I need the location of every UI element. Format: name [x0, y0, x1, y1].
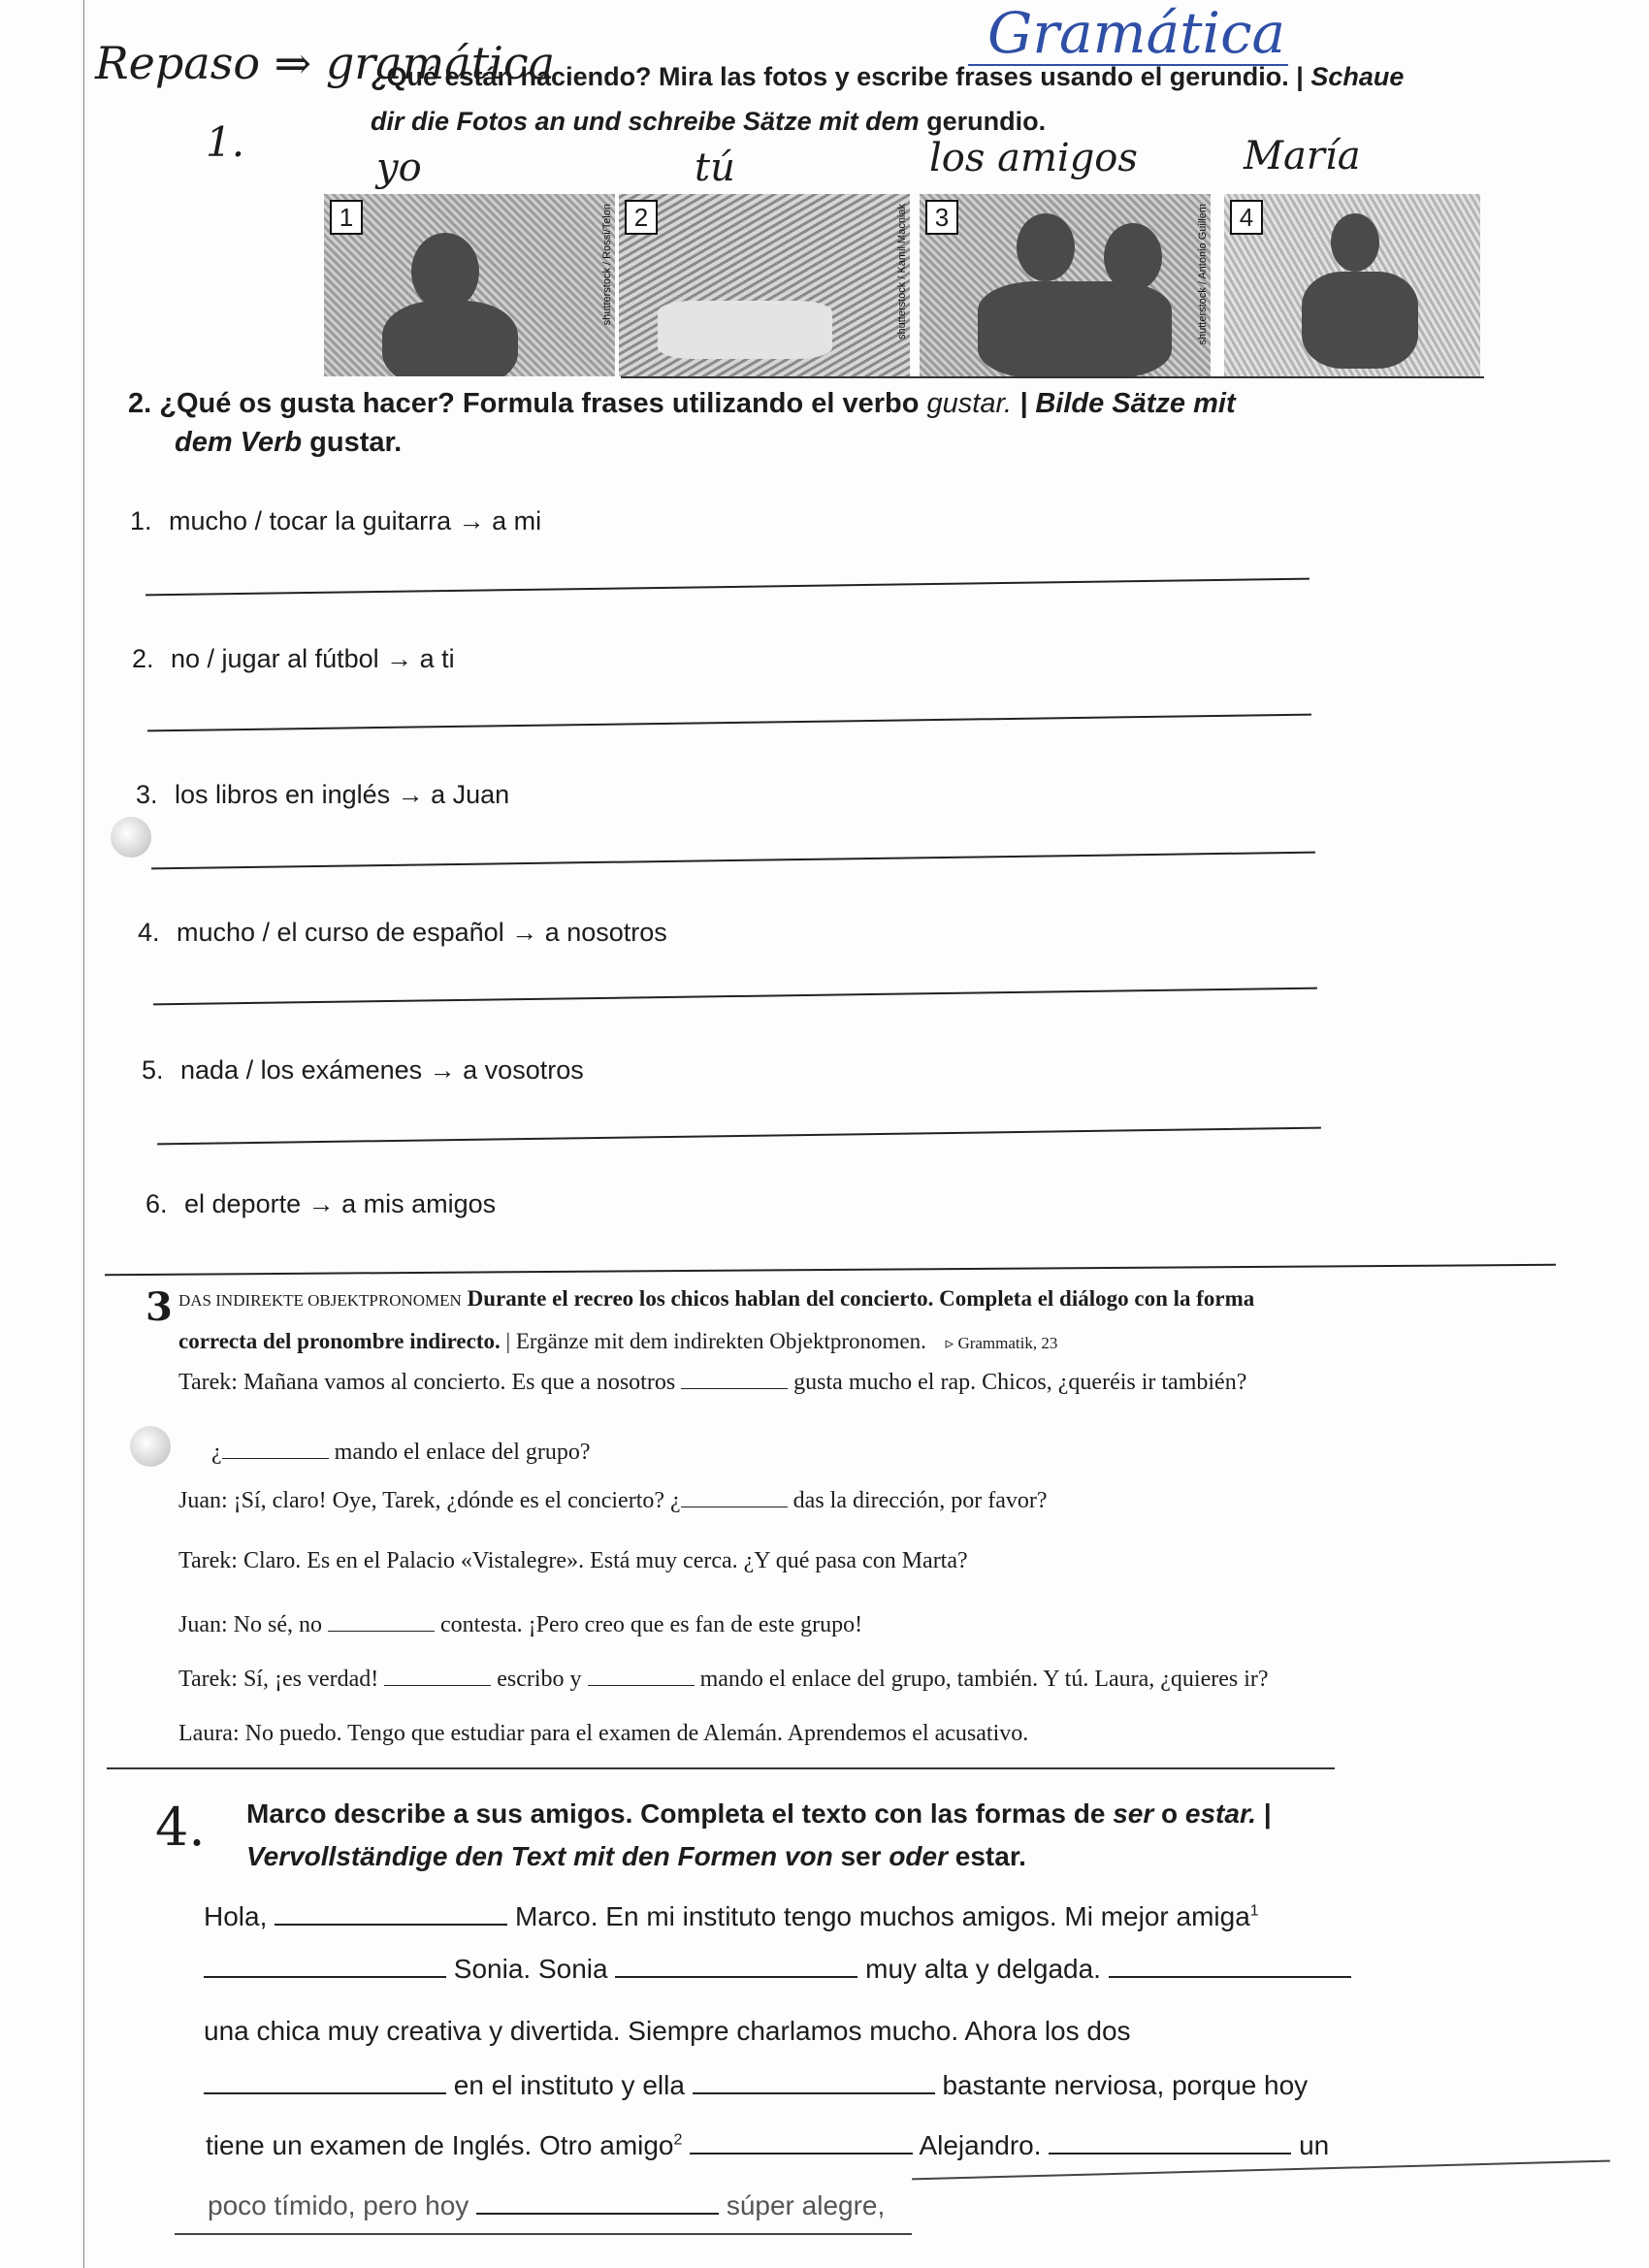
ex1-instruction	[371, 62, 1404, 92]
blank-field[interactable]	[204, 2092, 446, 2094]
photo-credit: shutterstock / Rossi/Telon	[601, 204, 613, 326]
answer-line[interactable]	[153, 988, 1317, 1006]
ex4-text: Sonia. Sonia	[453, 1954, 608, 1984]
answer-line[interactable]	[105, 1264, 1556, 1276]
photo-baseline	[621, 376, 1484, 378]
ex4-text-line	[204, 1901, 1259, 1932]
ex2-instruction-de: | Bilde Sätze mit	[1019, 388, 1236, 419]
dialog-text: Juan: No sé, no	[178, 1612, 322, 1637]
ex4-instruction-de-estar: estar.	[954, 1841, 1026, 1871]
dialog-text: Tarek: Mañana vamos al concierto. Es que a nosotros	[178, 1370, 676, 1395]
photo-number: 2	[625, 200, 658, 235]
ex3-number: 3	[146, 1284, 173, 1330]
dialog-text: ¿	[211, 1440, 222, 1465]
item-text: no / jugar al fútbol → a ti	[171, 644, 455, 673]
ex2-instruction-verb: gustar.	[926, 388, 1013, 419]
ex4-text-line	[204, 1954, 1351, 1985]
ex4-text-line	[206, 2130, 1329, 2161]
ex2-instruction-de3: gustar.	[309, 427, 403, 458]
ex2-item	[130, 506, 541, 536]
photo-1	[324, 194, 615, 376]
cut-edge-line	[912, 2160, 1610, 2181]
person-figure	[411, 233, 479, 310]
handwritten-top-title: Gramática	[987, 0, 1286, 66]
ex4-instruction-de-ser: ser	[840, 1841, 882, 1871]
ex4-text-line	[208, 2190, 885, 2221]
photo-label-maria: María	[1244, 134, 1361, 178]
ex4-instruction-bar: |	[1263, 1798, 1272, 1829]
ex1-instruction-de-b: dir die Fotos an und schreibe Sätze mit dem	[371, 107, 920, 136]
ex2-instruction-de2: dem Verb	[175, 427, 303, 458]
ex1-number: 1.	[206, 118, 245, 166]
ex4-instruction-estar: estar.	[1184, 1798, 1257, 1829]
ex4-instruction-es: Marco describe a sus amigos. Completa el texto con las formas de	[246, 1798, 1106, 1829]
person-figure	[1302, 272, 1418, 369]
photo-label-tu: tú	[695, 146, 735, 190]
dialog-text: Juan: ¡Sí, claro! Oye, Tarek, ¿dónde es el concierto? ¿	[178, 1488, 681, 1513]
item-number: 1.	[130, 506, 152, 535]
answer-line[interactable]	[147, 714, 1311, 732]
dialog-text: Tarek: Sí, ¡es verdad!	[178, 1667, 379, 1692]
photo-number: 1	[330, 200, 363, 235]
footnote-mark: 1	[1249, 1902, 1259, 1920]
ex4-instruction-ser: ser	[1113, 1798, 1154, 1829]
blank-field[interactable]	[204, 1976, 446, 1978]
item-text: mucho / tocar la guitarra → a mi	[169, 506, 542, 535]
ex3-instruction	[178, 1279, 1381, 1364]
answer-line[interactable]	[146, 578, 1310, 597]
paper-figure	[658, 301, 832, 359]
ex2-item	[136, 780, 509, 810]
person-figure	[978, 281, 1172, 376]
ex4-text: poco tímido, pero hoy	[208, 2190, 469, 2220]
ex4-text: súper alegre,	[726, 2190, 886, 2220]
blank-field[interactable]	[693, 2092, 935, 2094]
blank-field[interactable]	[1109, 1976, 1351, 1978]
ex1-instruction-de-c: gerundio.	[926, 107, 1047, 136]
handwritten-title: Repaso ⇒ gramática	[95, 37, 556, 89]
dialog-line: Tarek: Claro. Es en el Palacio «Vistalegre». Está muy cerca. ¿Y qué pasa con Marta?	[178, 1548, 968, 1573]
ex2-instruction-es: ¿Qué os gusta hacer? Formula frases utilizando el verbo	[159, 388, 920, 419]
punch-hole	[130, 1426, 171, 1467]
ex3-instruction-es: Durante el recreo los chicos hablan del concierto. Completa el diálogo con la forma	[467, 1286, 1255, 1311]
person-figure	[1017, 213, 1075, 281]
person-figure	[382, 301, 518, 376]
item-number: 4.	[138, 918, 160, 947]
answer-line[interactable]	[151, 852, 1315, 870]
photo-number: 4	[1230, 200, 1263, 235]
ex4-text-line	[204, 2070, 1308, 2101]
ex2-instruction	[128, 384, 1321, 462]
dialog-line	[178, 1667, 1269, 1693]
ex2-item	[138, 918, 667, 948]
dialog-line	[178, 1488, 1048, 1514]
cut-edge-line	[175, 2233, 912, 2235]
item-text: nada / los exámenes → a vosotros	[180, 1055, 584, 1085]
person-figure	[1331, 213, 1379, 272]
blank-field[interactable]	[222, 1458, 329, 1459]
blank-field[interactable]	[1049, 2153, 1291, 2155]
item-text: el deporte → a mis amigos	[184, 1189, 497, 1218]
blank-field[interactable]	[690, 2153, 913, 2155]
ex1-instruction-line2	[371, 107, 1046, 137]
ex4-instruction-o: o	[1161, 1798, 1179, 1829]
dialog-text: escribo y	[497, 1667, 582, 1692]
ex4-text: bastante nerviosa, porque hoy	[942, 2070, 1309, 2100]
dialog-line	[211, 1440, 591, 1466]
blank-field[interactable]	[384, 1685, 491, 1686]
ex4-text: un	[1299, 2130, 1330, 2160]
ex4-text: Marco. En mi instituto tengo muchos amigos. Mi mejor amiga	[514, 1901, 1250, 1931]
photo-2	[619, 194, 910, 376]
ex4-instruction-de: Vervollständige den Text mit den Formen von	[246, 1841, 833, 1871]
photo-credit: shutterstock / Kamil Macniak	[896, 204, 908, 340]
photo-number: 3	[925, 200, 958, 235]
item-number: 3.	[136, 780, 158, 809]
dialog-text: mando el enlace del grupo, también. Y tú. Laura, ¿quieres ir?	[699, 1667, 1269, 1692]
ex4-text: tiene un examen de Inglés. Otro amigo	[206, 2130, 674, 2160]
ex1-instruction-de-a: Schaue	[1310, 62, 1405, 91]
dialog-text: das la dirección, por favor?	[792, 1488, 1048, 1513]
blank-field[interactable]	[328, 1631, 435, 1632]
ex4-text: en el instituto y ella	[453, 2070, 685, 2100]
blank-field[interactable]	[681, 1388, 788, 1389]
photo-label-yo: yo	[376, 146, 422, 190]
ex2-item	[142, 1055, 584, 1085]
item-text: mucho / el curso de español → a nosotros	[177, 918, 667, 947]
ex4-text: muy alta y delgada.	[865, 1954, 1101, 1984]
item-number: 6.	[146, 1189, 168, 1218]
answer-line[interactable]	[157, 1127, 1321, 1146]
punch-hole	[111, 817, 151, 858]
ex4-text-line: una chica muy creativa y divertida. Siempre charlamos mucho. Ahora los dos	[204, 2016, 1131, 2046]
ex3-instruction-es2: correcta del pronombre indirecto.	[178, 1329, 501, 1353]
dialog-line	[178, 1612, 862, 1638]
ex1-instruction-es: ¿Qué están haciendo? Mira las fotos y escribe frases usando el gerundio. |	[371, 62, 1304, 91]
blank-field[interactable]	[275, 1924, 507, 1926]
ex4-text: Alejandro.	[919, 2130, 1042, 2160]
photo-4	[1224, 194, 1480, 376]
page-edge-line	[83, 0, 84, 2268]
dialog-line: Laura: No puedo. Tengo que estudiar para el examen de Alemán. Aprendemos el acusativo.	[178, 1721, 1029, 1746]
dialog-text: contesta. ¡Pero creo que es fan de este grupo!	[439, 1612, 863, 1637]
blank-field[interactable]	[588, 1685, 695, 1686]
ex3-grammar-ref: ▹ Grammatik, 23	[945, 1334, 1058, 1352]
ex2-item	[132, 644, 455, 674]
item-number: 5.	[142, 1055, 164, 1085]
section-divider	[107, 1767, 1335, 1769]
photo-3	[920, 194, 1211, 376]
item-number: 2.	[132, 644, 154, 673]
photo-label-los-amigos: los amigos	[929, 136, 1138, 180]
ex3-tag: DAS INDIREKTE OBJEKTPRONOMEN	[178, 1291, 462, 1310]
ex3-instruction-de: | Ergänze mit dem indirekten Objektpronomen.	[505, 1329, 926, 1353]
blank-field[interactable]	[615, 1976, 857, 1978]
ex4-instruction	[246, 1793, 1272, 1878]
ex4-number: 4.	[155, 1797, 206, 1858]
photo-credit: shutterstock / Antonio Guillem	[1197, 204, 1209, 345]
item-text: los libros en inglés → a Juan	[175, 780, 510, 809]
ex4-instruction-de-oder: oder	[889, 1841, 948, 1871]
ex4-text: Hola,	[204, 1901, 268, 1931]
ex2-item	[146, 1189, 496, 1219]
blank-field[interactable]	[476, 2213, 719, 2215]
dialog-text: gusta mucho el rap. Chicos, ¿queréis ir también?	[793, 1370, 1247, 1395]
dialog-text: mando el enlace del grupo?	[334, 1440, 591, 1465]
ex2-number: 2.	[128, 388, 152, 419]
dialog-line	[178, 1370, 1246, 1396]
footnote-mark: 2	[673, 2131, 683, 2149]
